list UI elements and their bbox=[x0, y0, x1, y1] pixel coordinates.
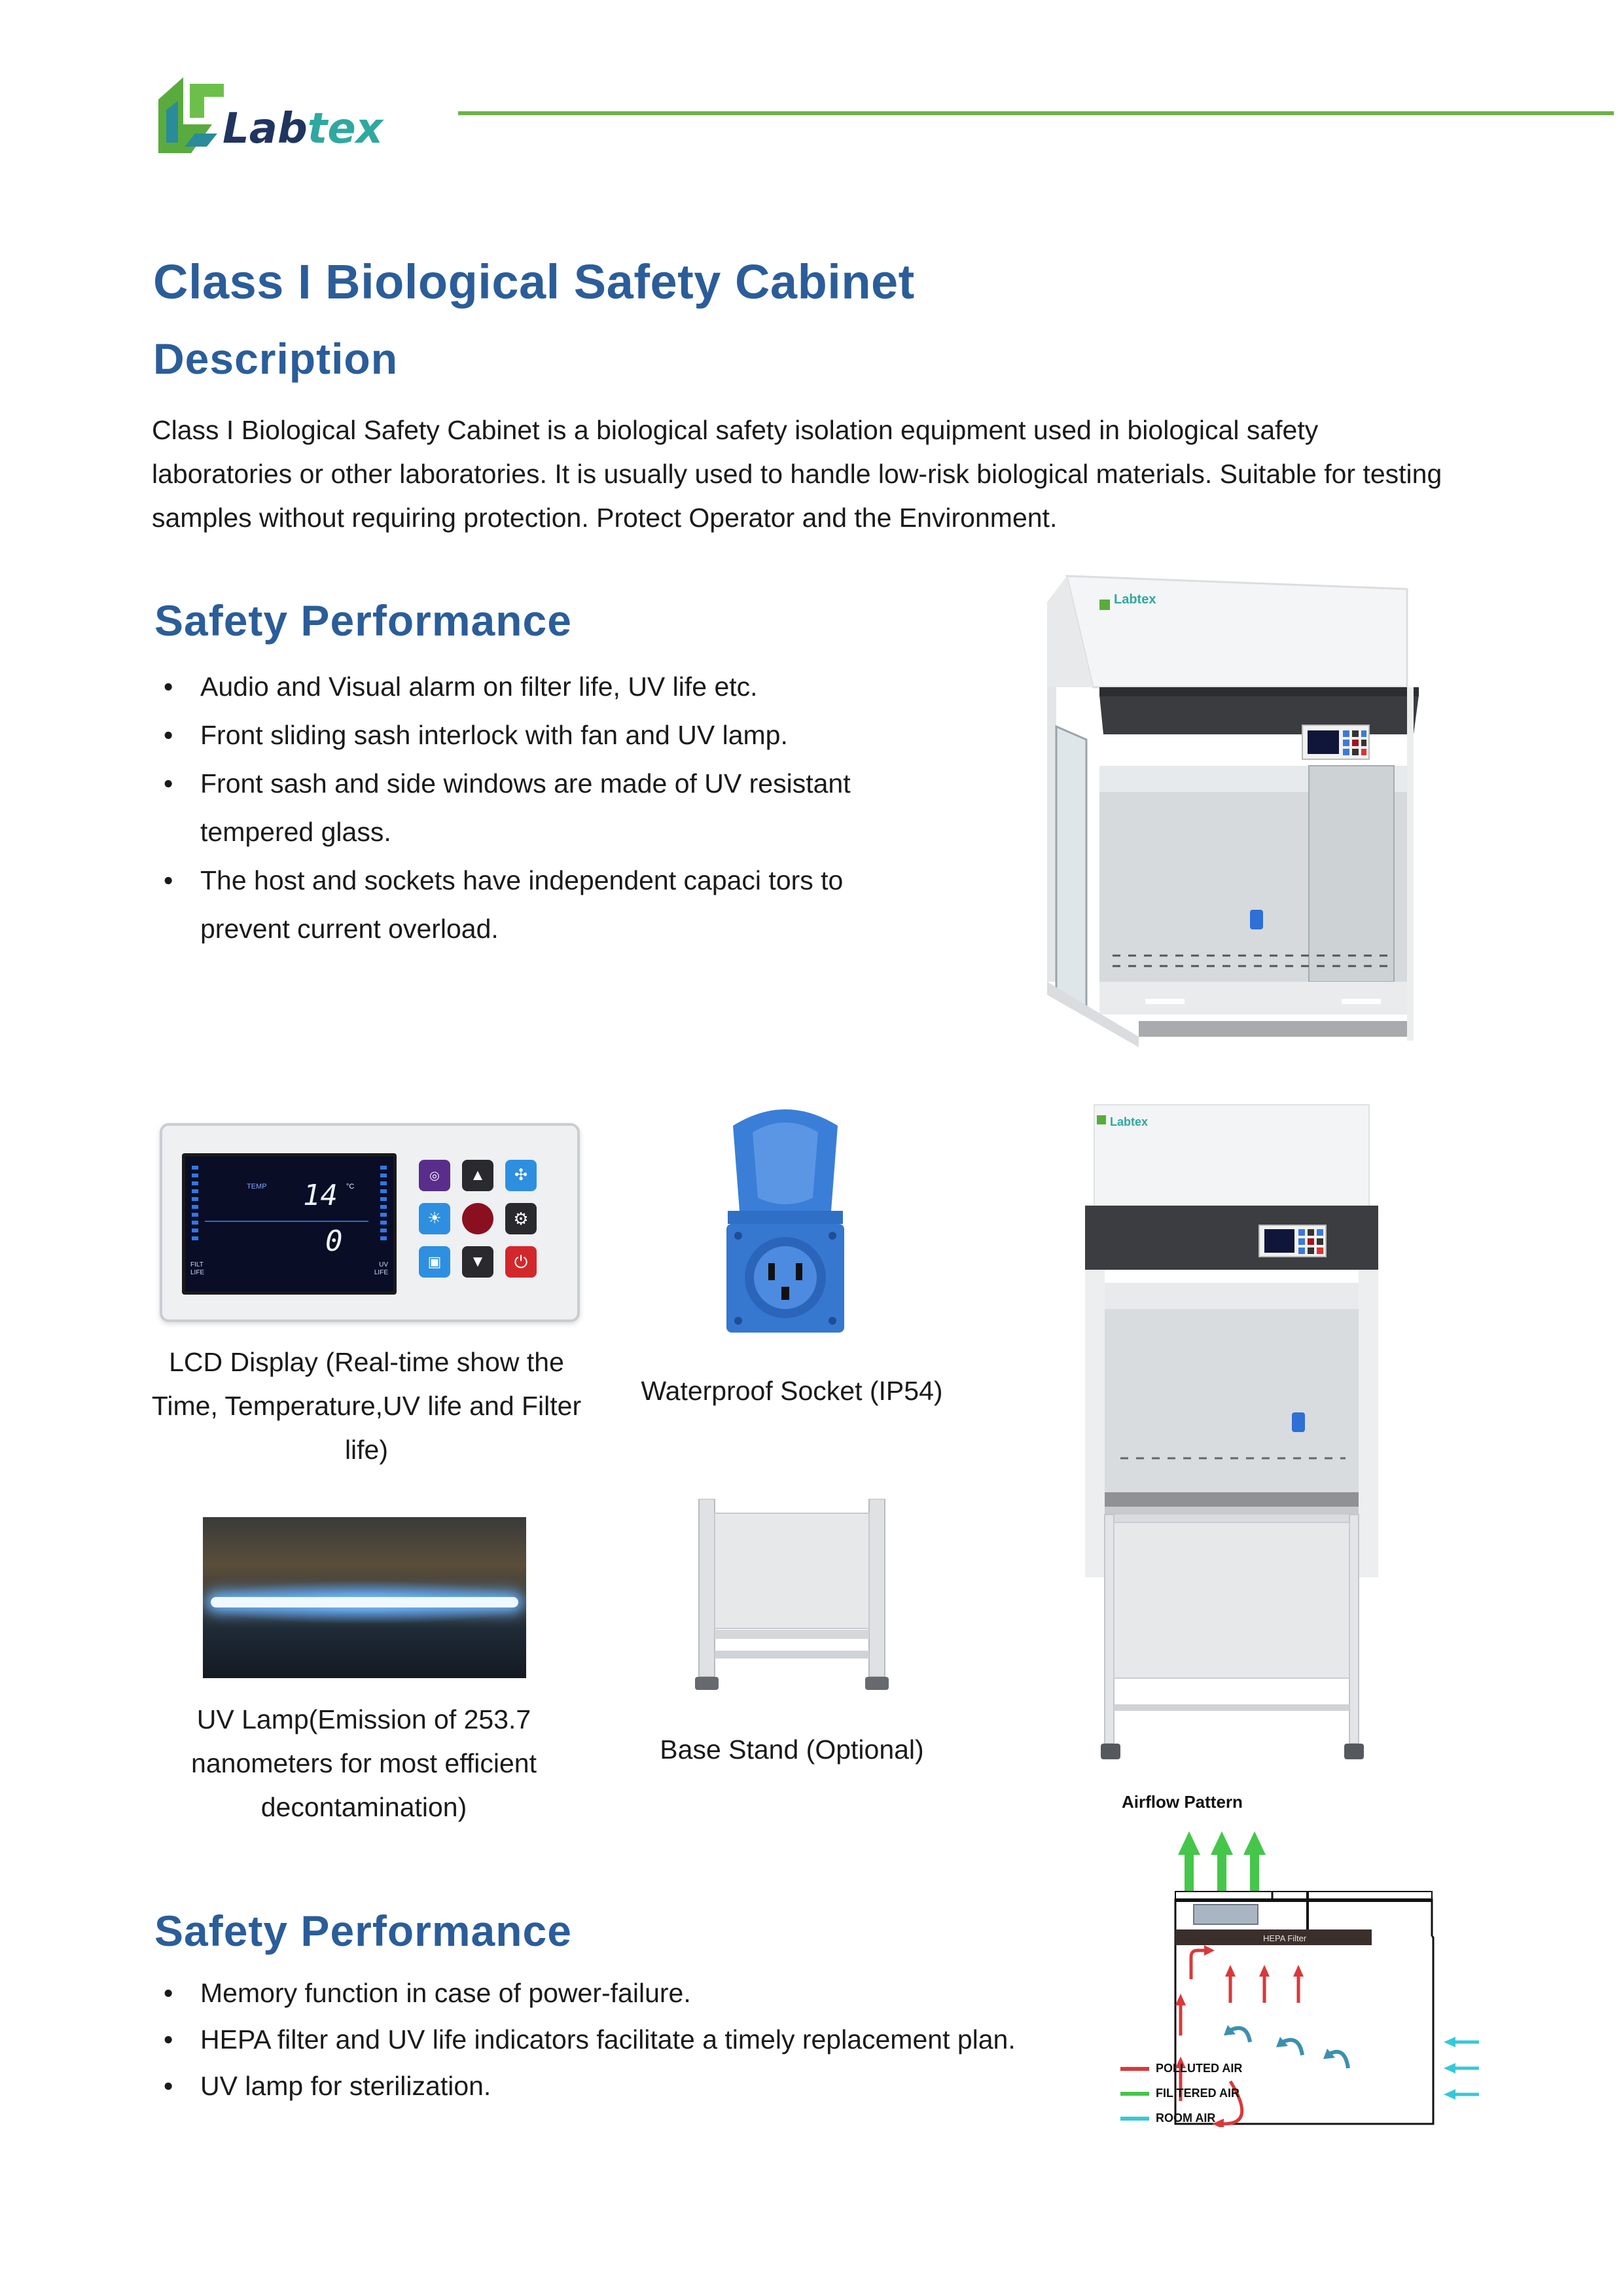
lcd-temp-value: 14 bbox=[303, 1179, 338, 1212]
socket-button-icon: ▣ bbox=[419, 1246, 450, 1278]
airflow-legend bbox=[1120, 2062, 1291, 2140]
socket-image bbox=[713, 1100, 857, 1333]
base-stand-illustration bbox=[686, 1499, 902, 1695]
logo-text-tex: tex bbox=[307, 105, 383, 153]
list-item: • UV lamp for sterilization. bbox=[157, 2063, 1139, 2109]
list-item: • HEPA filter and UV life indicators facilitate a timely replacement plan. bbox=[157, 2017, 1139, 2063]
lcd-divider bbox=[205, 1221, 368, 1222]
lcd-display-image bbox=[160, 1123, 580, 1322]
down-button-icon: ▼ bbox=[462, 1246, 493, 1278]
list-item: • The host and sockets have independent capaci tors to prevent current overload. bbox=[157, 856, 927, 953]
fan-button-icon: ✣ bbox=[505, 1160, 537, 1191]
cabinet-image bbox=[1041, 569, 1433, 1060]
uv-lamp-tube bbox=[211, 1597, 518, 1607]
up-button-icon: ▲ bbox=[462, 1160, 493, 1191]
lcd-caption: LCD Display (Real-time show the Time, Temperature,UV life and Filter life) bbox=[151, 1347, 582, 1465]
legend-filtered-label: FIL TERED AIR bbox=[1156, 2087, 1240, 2100]
light-button-icon: ☀ bbox=[419, 1203, 450, 1234]
lcd-screen bbox=[182, 1153, 397, 1295]
legend-polluted-label: POLLUTED AIR bbox=[1156, 2062, 1243, 2075]
safety-heading-1: Safety Performance bbox=[154, 596, 572, 645]
socket-illustration bbox=[713, 1100, 857, 1333]
safety-list-1 bbox=[157, 662, 929, 953]
header-rule bbox=[458, 111, 1614, 115]
page-title: Class I Biological Safety Cabinet bbox=[153, 255, 915, 309]
list-item: • Audio and Visual alarm on filter life, UV life etc. bbox=[157, 662, 929, 711]
lcd-temp-unit: °C bbox=[346, 1183, 355, 1191]
lcd-second-value: 0 bbox=[325, 1225, 343, 1258]
legend-arrow-icon bbox=[1120, 2117, 1149, 2121]
list-item: • Front sash and side windows are made of UV resistant tempered glass. bbox=[157, 759, 927, 856]
lcd-filt-label: FILT LIFE bbox=[190, 1261, 205, 1276]
list-item: • Front sliding sash interlock with fan and UV lamp. bbox=[157, 711, 929, 759]
lcd-uv-label: UV LIFE bbox=[374, 1261, 388, 1276]
legend-room bbox=[1120, 2111, 1215, 2130]
cabinet-with-stand-image bbox=[1081, 1100, 1382, 1770]
cabinet-with-stand-illustration bbox=[1081, 1100, 1382, 1770]
base-stand-caption: Base Stand (Optional) bbox=[660, 1734, 924, 1765]
uv-lamp-caption: UV Lamp(Emission of 253.7 nanometers for most efficient decontamination) bbox=[191, 1704, 537, 1822]
alarm-indicator-icon bbox=[462, 1203, 493, 1234]
lcd-temp-label: TEMP bbox=[247, 1183, 267, 1191]
lcd-button-grid bbox=[419, 1160, 550, 1291]
power-button-icon: ⏻ bbox=[505, 1246, 537, 1278]
list-item: • Memory function in case of power-failure. bbox=[157, 1970, 1139, 2017]
logo bbox=[152, 71, 387, 160]
safety-heading-2: Safety Performance bbox=[154, 1907, 572, 1955]
lcd-level-bar-left bbox=[192, 1166, 198, 1244]
description-heading: Description bbox=[153, 334, 399, 383]
safety-list-2 bbox=[157, 1970, 1139, 2109]
base-stand-image bbox=[686, 1499, 902, 1695]
logo-mark-icon bbox=[152, 71, 230, 160]
settings-button-icon: ⚙ bbox=[505, 1203, 537, 1234]
cabinet-illustration bbox=[1041, 569, 1433, 1060]
hepa-filter-label: HEPA Filter bbox=[1263, 1933, 1307, 1943]
description-text: Class I Biological Safety Cabinet is a biological safety isolation equipment used in biological safety laboratories or other laboratories. It is usually used to handle low-risk biological materials. Suitable for testing samples without requiring protection. Protect Operator and the Environment. bbox=[152, 415, 1442, 533]
uv-button-icon: ◎ bbox=[419, 1160, 450, 1191]
svg-text:Labtex: Labtex bbox=[1114, 592, 1156, 607]
legend-room-label: ROOM AIR bbox=[1156, 2111, 1216, 2125]
socket-caption: Waterproof Socket (IP54) bbox=[641, 1376, 943, 1406]
svg-text:Labtex: Labtex bbox=[1110, 1115, 1149, 1128]
lcd-level-bar-right bbox=[380, 1166, 387, 1244]
airflow-title: Airflow Pattern bbox=[1122, 1792, 1243, 1812]
uv-lamp-image bbox=[203, 1517, 526, 1678]
logo-text-lab: Lab bbox=[223, 105, 308, 153]
